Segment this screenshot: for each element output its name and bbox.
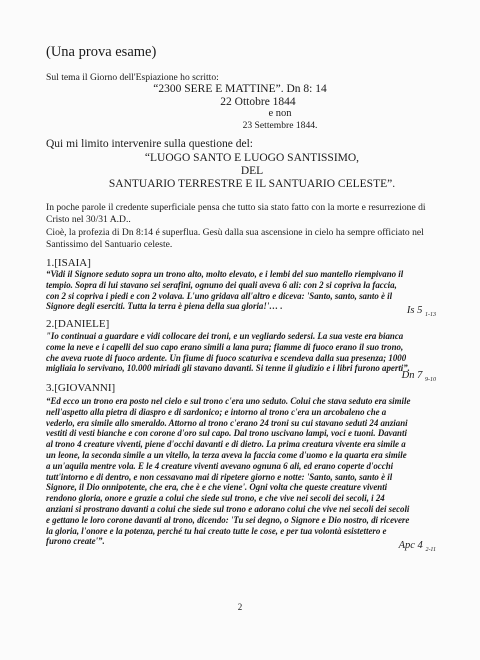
question-title-2: DEL — [240, 165, 264, 177]
question-title-1: “LUOGO SANTO E LUOGO SANTISSIMO, — [144, 152, 360, 164]
ref-verses: 9-10 — [425, 377, 436, 384]
reference-giovanni — [399, 540, 436, 553]
ref-verses: 1-13 — [425, 312, 436, 319]
quote-line: nell'aspetto alla pietra di diaspro e di sardonico; e intorno al trono c'era un arcobaleno che a — [46, 406, 387, 417]
quote-line: “Vidi il Signore seduto sopra un trono alto, molto elevato, e i lembi del suo mantello riempivano il — [46, 269, 404, 279]
page-heading: (Una prova esame) — [46, 44, 157, 60]
question-title-3: SANTUARIO TERRESTRE E IL SANTUARIO CELESTE”. — [108, 178, 396, 190]
quote-line: anziani si prostrano davanti a colui che siede sul trono e adorano colui che vive nei secoli dei secoli — [46, 503, 410, 514]
quote-line: Signore degli eserciti. Tutta la terra è piena della sua gloria!'… . — [46, 301, 283, 312]
question-line: Qui mi limito intervenire sulla questione del: — [46, 138, 253, 150]
para-line-2: Cristo nel 30/31 A.D.. — [46, 214, 131, 225]
quote-line: migliaia lo servivano, 10.000 miriadi gli stavano davanti. Si tenne il giudizio e i libri furono aperti”. — [46, 363, 410, 374]
ref-verses: 2-11 — [425, 547, 436, 554]
quote-line: un leone, la seconda simile a un vitello, la terza aveva la faccia come d'uomo e la quarta era simile — [46, 449, 407, 460]
quote-line: come la neve e i capelli del suo capo erano simili a lana pura; fiamme di fuoco erano il suo trono, — [46, 341, 404, 352]
quote-line: vestiti di vesti bianche e con corone d'oro sul capo. Dal trono uscivano lampi, voci e tuoni. Davanti — [46, 428, 407, 439]
section-label-giovanni: 3.[GIOVANNI] — [46, 382, 116, 394]
quote-line: con 2 si copriva i piedi e con 2 volava. L'uno gridava all'altro e diceva: 'Santo, santo, santo è il — [46, 290, 393, 301]
para-line-3: Cioè, la profezia di Dn 8:14 é superflua. Gesù dalla sua ascensione in cielo ha sempre officiato nel — [46, 227, 424, 238]
quote-isaia — [46, 269, 438, 312]
page-number: 2 — [237, 602, 243, 612]
para-line-4: Santissimo del Santuario celeste. — [46, 239, 173, 250]
quote-line: a un'aquila mentre vola. E le 4 creature viventi avevano ognuna 6 ali, ed erano coperte d'occhi — [46, 460, 394, 471]
reference-isaia — [407, 305, 436, 318]
quote-line: tutt'intorno e di dentro, e non cessavano mai di ripetere giorno e notte: 'Santo, santo, santo è il — [46, 471, 393, 482]
intro-line: Sul tema il Giorno dell'Espiazione ho scritto: — [46, 72, 219, 83]
intro-e-non: e non — [268, 108, 292, 119]
quote-line: furono create'”. — [46, 536, 105, 547]
quote-line: la gloria, l'onore e la potenza, perché tu hai creato tutte le cose, e per tua volontà esistettero e — [46, 525, 387, 536]
quote-line: rendono gloria, onore e grazie a colui che siede sul trono, e che vive nei secoli dei secoli, i 24 — [46, 493, 385, 504]
intro-title: “2300 SERE E MATTINE”. Dn 8: 14 — [153, 83, 327, 95]
ref-text: Is 5 — [406, 305, 423, 316]
para-line-1: In poche parole il credente superficiale pensa che tutto sia stato fatto con la morte e resurrezione di — [46, 202, 426, 213]
section-label-daniele: 2.[DANIELE] — [46, 318, 110, 330]
intro-date-2: 23 Settembre 1844. — [242, 120, 318, 131]
quote-line: e gettano le loro corone davanti al trono, dicendo: 'Tu sei degno, o Signore e Dio nostro, di ricevere — [46, 514, 410, 525]
reference-daniele — [402, 370, 436, 383]
quote-giovanni — [46, 396, 438, 547]
intro-date-1: 22 Ottobre 1844 — [220, 96, 296, 108]
quote-line: al trono 4 creature viventi, piene d'occhi davanti e di dietro. La prima creatura vivente era simile a — [46, 439, 406, 450]
quote-daniele — [46, 331, 438, 374]
quote-line: tempio. Sopra di lui stavano sei serafini, ognuno dei quali aveva 6 ali: con 2 si copriva la faccia, — [46, 279, 397, 290]
ref-text: Apc 4 — [398, 540, 423, 551]
quote-line: Signore, il Dio onnipotente, che era, che è e che viene'. Ogni volta che queste creature viventi — [46, 482, 388, 493]
quote-line: vederlo, era simile allo smeraldo. Attorno al trono c'erano 24 troni su cui stavano seduti 24 anziani — [46, 417, 408, 428]
quote-line: “Ed ecco un trono era posto nel cielo e sul trono c'era uno seduto. Colui che stava seduto era simile — [46, 396, 411, 406]
quote-line: "Io continuai a guardare e vidi collocare dei troni, e un vegliardo sedersi. La sua veste era bianca — [46, 331, 404, 341]
section-label-isaia: 1.[ISAIA] — [46, 257, 91, 269]
ref-text: Dn 7 — [401, 370, 423, 381]
quote-line: che aveva ruote di fuoco ardente. Un fiume di fuoco scaturiva e scendeva dalla sua presenza; 1000 — [46, 352, 407, 363]
